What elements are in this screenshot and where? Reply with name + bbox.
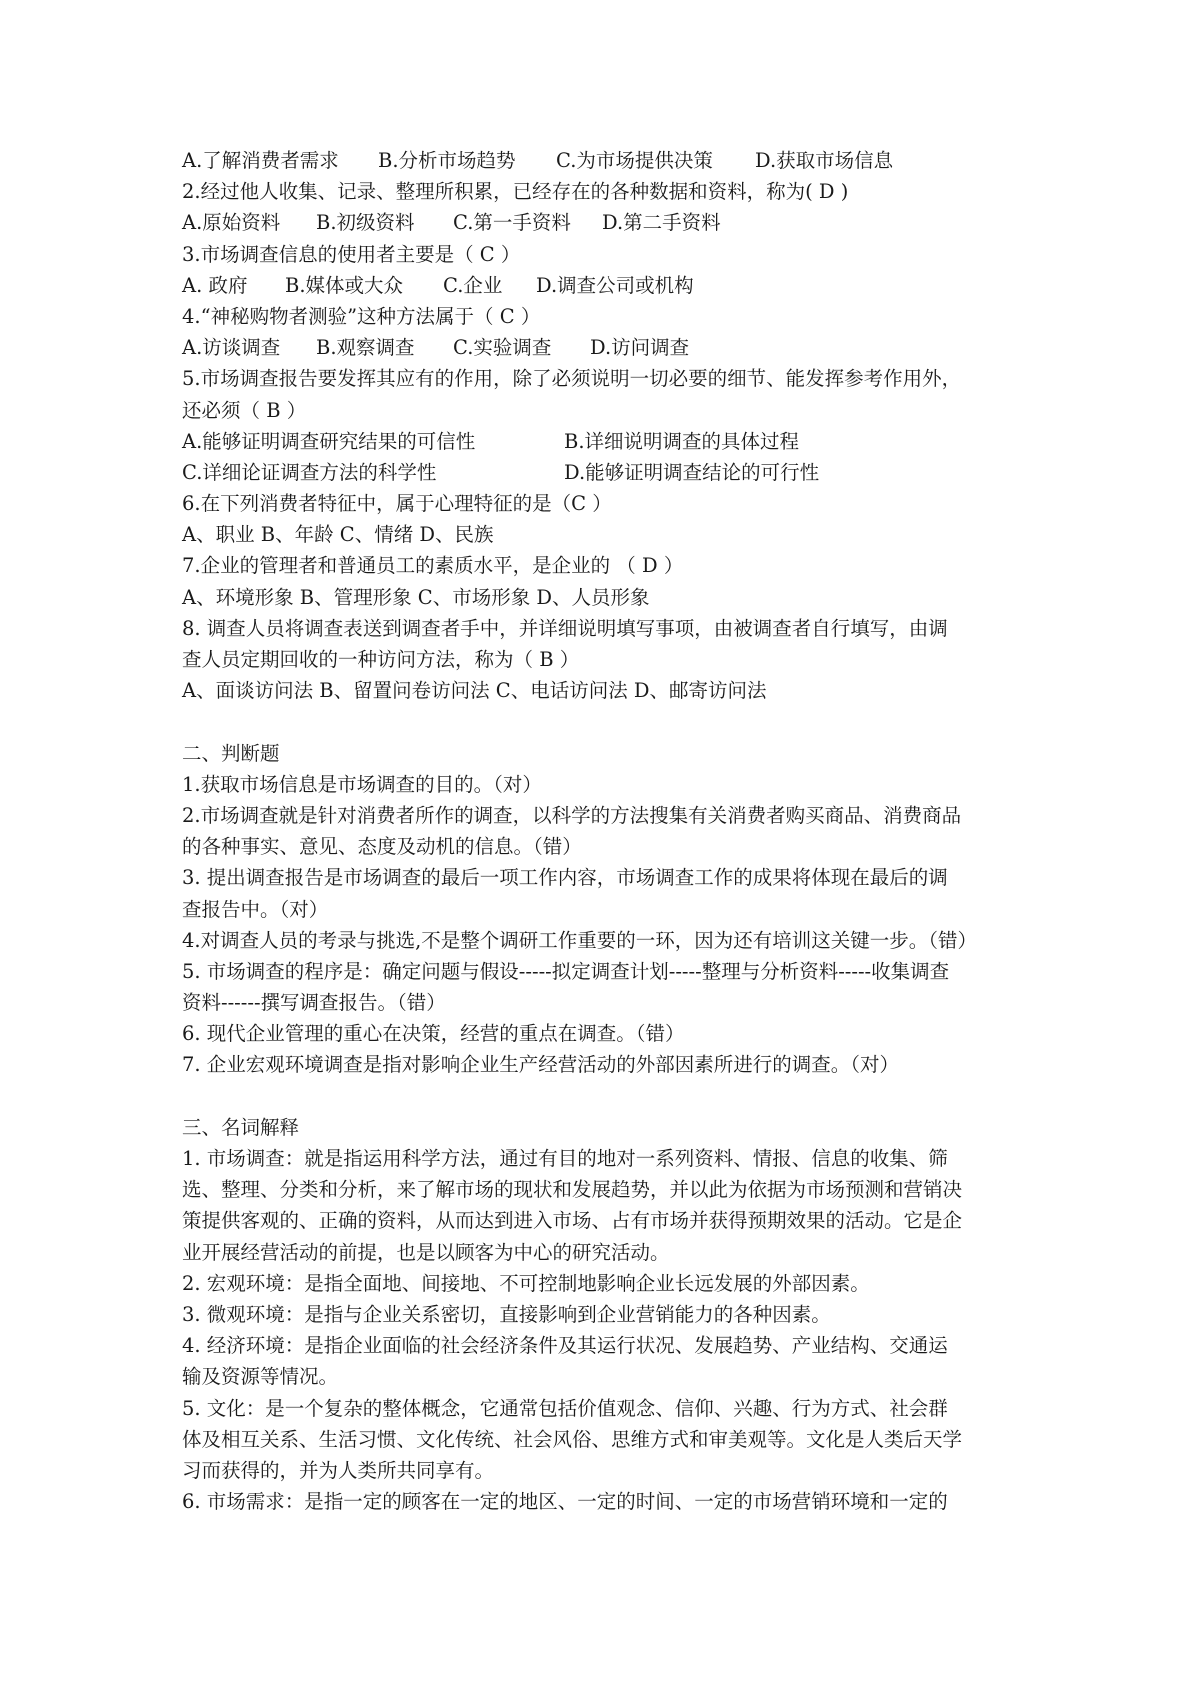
judge-line: 6. 现代企业管理的重心在决策，经营的重点在调查。（错）: [182, 1022, 685, 1046]
section-spacer: [182, 1081, 1022, 1112]
term-line: 1. 市场调查：就是指运用科学方法，通过有目的地对一系列资料、情报、信息的收集、筛: [182, 1147, 948, 1170]
q5-option-d: D.能够证明调查结论的可行性: [564, 460, 820, 484]
term-line: 策提供客观的、正确的资料，从而达到进入市场、占有市场并获得预期效果的活动。它是企: [182, 1209, 963, 1233]
q1-option-c: C.为市场提供决策: [556, 149, 713, 172]
q7-options: A、环境形象 B、管理形象 C、市场形象 D、人员形象: [182, 585, 650, 609]
q6-stem: 6.在下列消费者特征中，属于心理特征的是（C ）: [182, 492, 612, 516]
q5-option-a: A.能够证明调查研究结果的可信性: [182, 429, 476, 453]
q4-option-b: B.观察调查: [316, 336, 415, 360]
section-spacer: [182, 706, 1022, 737]
q8-stem-line-2: 查人员定期回收的一种访问方法，称为（ B ）: [182, 648, 580, 671]
term-line: 4. 经济环境：是指企业面临的社会经济条件及其运行状况、发展趋势、产业结构、交通运: [182, 1334, 948, 1358]
q4-option-a: A.访谈调查: [182, 336, 281, 360]
term-line: 3. 微观环境：是指与企业关系密切，直接影响到企业营销能力的各种因素。: [182, 1302, 831, 1326]
q3-option-a: A. 政府: [182, 273, 248, 297]
judge-line: 3. 提出调查报告是市场调查的最后一项工作内容，市场调查工作的成果将体现在最后的调: [182, 866, 948, 890]
q5-option-c: C.详细论证调查方法的科学性: [182, 460, 437, 484]
q1-option-d: D.获取市场信息: [755, 149, 894, 172]
q6-options: A、职业 B、年龄 C、情绪 D、民族: [182, 523, 494, 547]
judge-line: 1.获取市场信息是市场调查的目的。（对）: [182, 772, 542, 796]
judge-line: 7. 企业宏观环境调查是指对影响企业生产经营活动的外部因素所进行的调查。（对）: [182, 1053, 900, 1077]
q5-option-b: B.详细说明调查的具体过程: [564, 429, 800, 453]
term-line: 2. 宏观环境：是指全面地、间接地、不可控制地影响企业长远发展的外部因素。: [182, 1271, 870, 1295]
q3-option-b: B.媒体或大众: [285, 273, 404, 297]
document-body: [182, 145, 1022, 1517]
q4-option-c: C.实验调查: [453, 336, 552, 360]
term-line: 输及资源等情况。: [182, 1365, 339, 1389]
q2-stem: 2.经过他人收集、记录、整理所积累，已经存在的各种数据和资料，称为( D ): [182, 180, 849, 204]
q2-option-c: C.第一手资料: [453, 211, 571, 235]
q2-option-a: A.原始资料: [182, 211, 281, 235]
q5-stem-line-1: 5.市场调查报告要发挥其应有的作用，除了必须说明一切必要的细节、能发挥参考作用外，: [182, 367, 962, 391]
q5-options-row-1: [182, 426, 1022, 457]
judge-line: 查报告中。（对）: [182, 897, 329, 921]
q1-option-b: B.分析市场趋势: [378, 149, 516, 172]
judge-line: 的各种事实、意见、态度及动机的信息。（错）: [182, 835, 582, 859]
q2-option-b: B.初级资料: [316, 211, 415, 235]
q8-stem-line-1: 8. 调查人员将调查表送到调查者手中，并详细说明填写事项，由被调查者自行填写，由调: [182, 616, 948, 640]
judge-line: 2.市场调查就是针对消费者所作的调查，以科学的方法搜集有关消费者购买商品、消费商品: [182, 803, 962, 827]
q7-stem: 7.企业的管理者和普通员工的素质水平，是企业的 （ D ）: [182, 554, 684, 578]
terms-heading: 三、名词解释: [182, 1115, 300, 1139]
q4-options: [182, 332, 1022, 363]
q4-stem: 4.“神秘购物者测验”这种方法属于（ C ）: [182, 304, 541, 328]
q1-options: [182, 145, 1022, 176]
q3-stem: 3.市场调查信息的使用者主要是（ C ）: [182, 242, 521, 266]
term-line: 业开展经营活动的前提，也是以顾客为中心的研究活动。: [182, 1240, 670, 1264]
q5-options-row-2: [182, 457, 1022, 488]
q1-option-a: A.了解消费者需求: [182, 149, 339, 172]
term-line: 5. 文化：是一个复杂的整体概念，它通常包括价值观念、信仰、兴趣、行为方式、社会群: [182, 1396, 948, 1420]
term-line: 选、整理、分类和分析，来了解市场的现状和发展趋势，并以此为依据为市场预测和营销决: [182, 1178, 963, 1202]
q5-stem-line-2: 还必须（ B ）: [182, 398, 307, 422]
term-line: 体及相互关系、生活习惯、文化传统、社会风俗、思维方式和审美观等。文化是人类后天学: [182, 1427, 963, 1451]
term-line: 习而获得的，并为人类所共同享有。: [182, 1458, 495, 1482]
q3-option-d: D.调查公司或机构: [536, 273, 694, 297]
judge-line: 5. 市场调查的程序是：确定问题与假设-----拟定调查计划-----整理与分析资料-----收集调查: [182, 959, 950, 983]
judge-heading: 二、判断题: [182, 741, 280, 765]
judge-line: 4.对调查人员的考录与挑选,不是整个调研工作重要的一环，因为还有培训这关键一步。（错）: [182, 928, 978, 952]
q3-options: [182, 270, 1022, 301]
term-line: 6. 市场需求：是指一定的顾客在一定的地区、一定的时间、一定的市场营销环境和一定的: [182, 1490, 948, 1514]
q3-option-c: C.企业: [443, 273, 503, 297]
q2-options: [182, 207, 1022, 238]
judge-line: 资料------撰写调查报告。（错）: [182, 991, 446, 1015]
q4-option-d: D.访问调查: [590, 336, 690, 360]
q8-options: A、面谈访问法 B、留置问卷访问法 C、电话访问法 D、邮寄访问法: [182, 679, 767, 703]
q2-option-d: D.第二手资料: [602, 211, 721, 235]
